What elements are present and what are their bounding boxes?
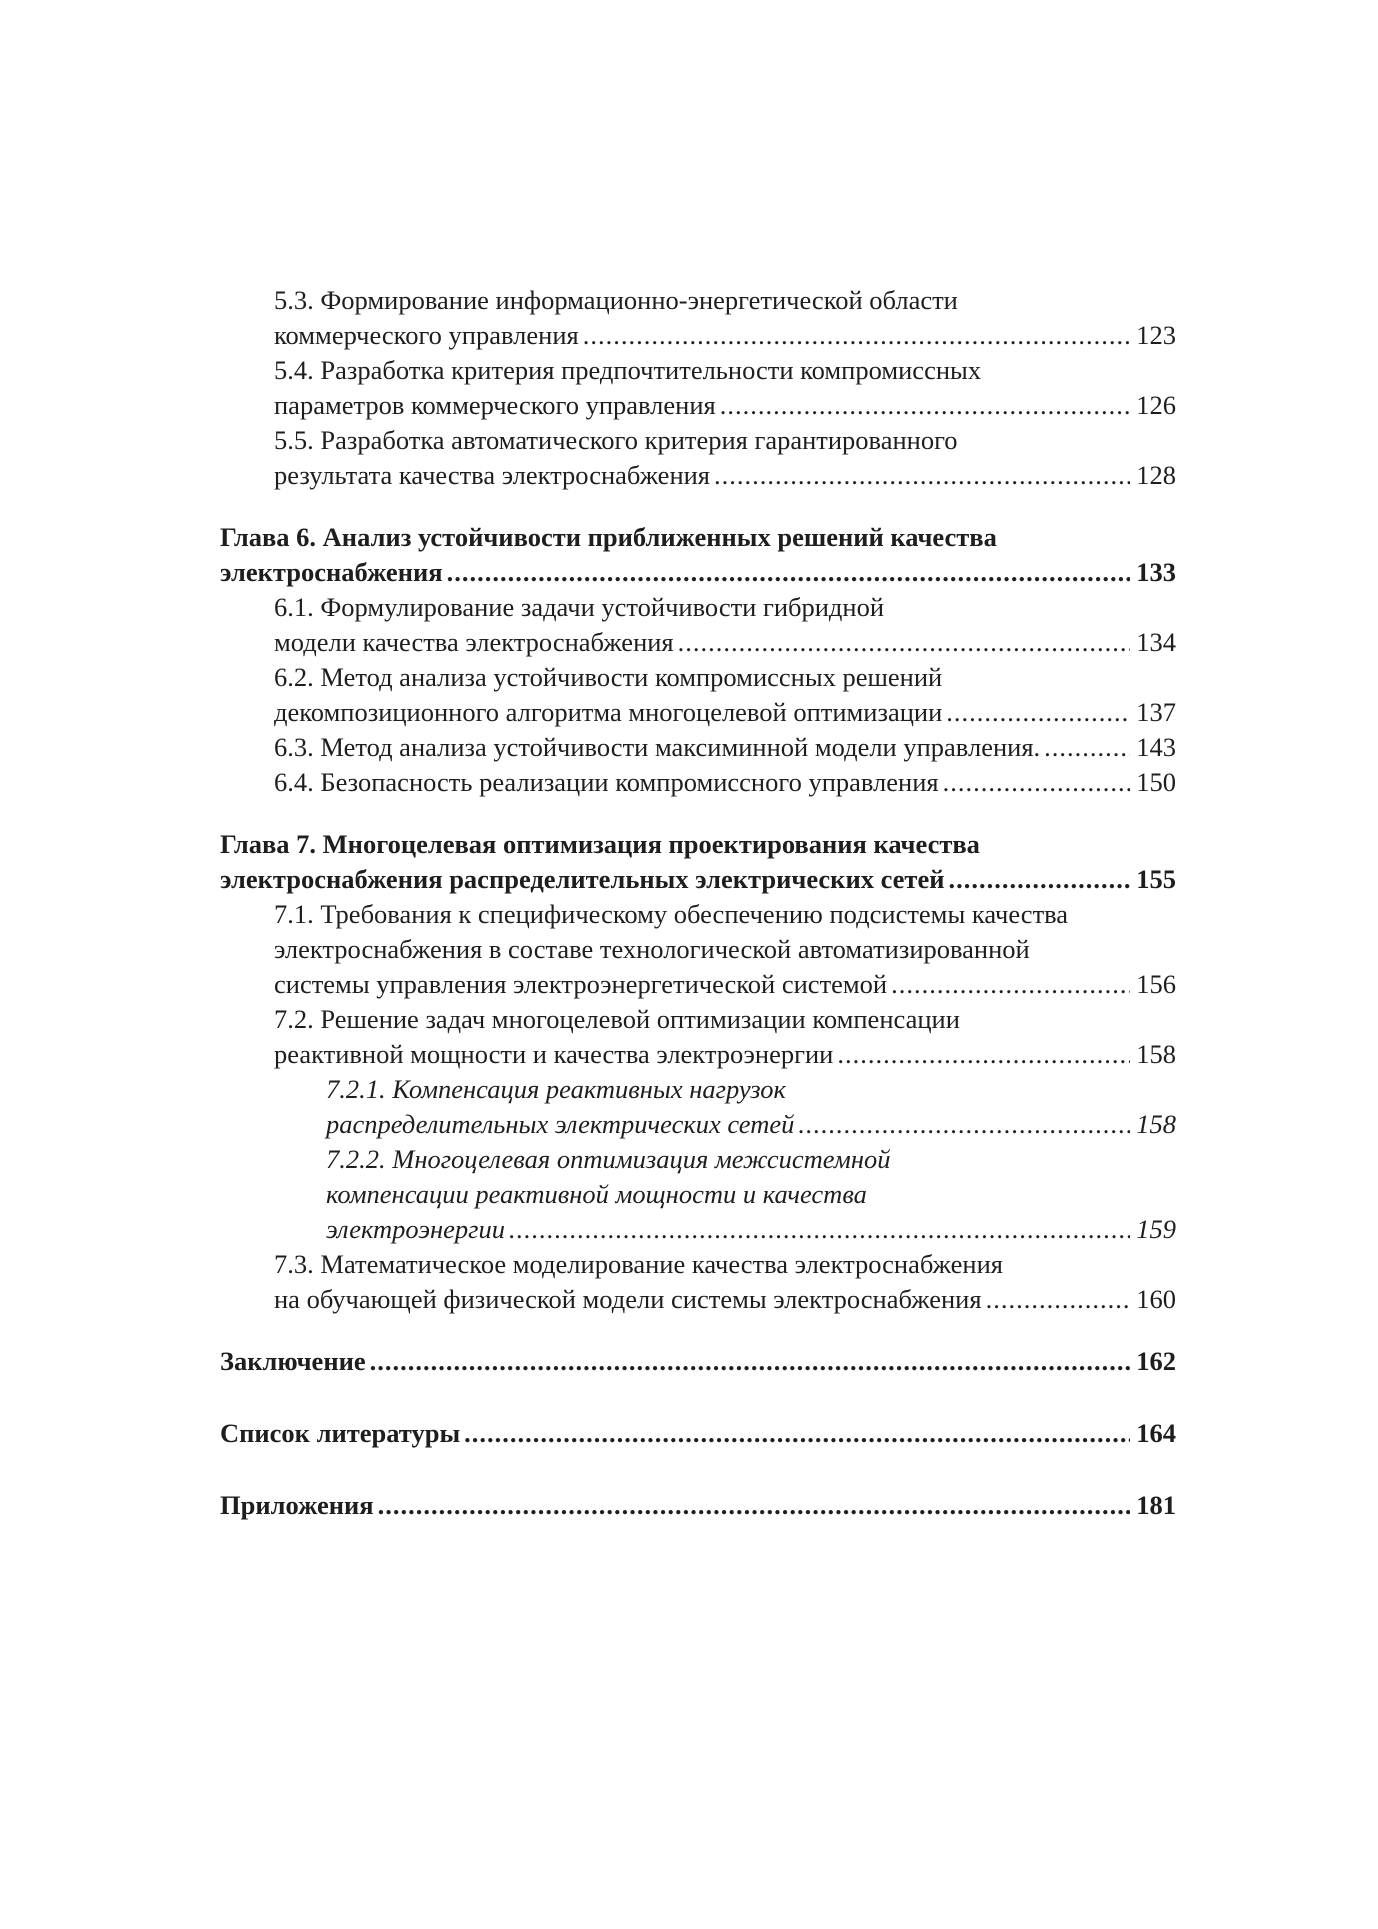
dot-leader <box>798 1107 1130 1142</box>
toc-entry-title-line: 5.4. Разработка критерия предпочтительности компромиссных <box>274 355 982 385</box>
toc-chapter-entry <box>220 1416 1176 1451</box>
dot-leader <box>678 625 1131 660</box>
toc-page-number: 160 <box>1136 1284 1176 1314</box>
toc-entry-title-line: электроснабжения <box>220 557 443 587</box>
dot-leader <box>948 862 1130 897</box>
toc-entry-title-line: параметров коммерческого управления <box>274 390 716 420</box>
toc-section-entry <box>220 423 1176 493</box>
toc-entry-title-line: 6.1. Формулирование задачи устойчивости гибридной <box>274 592 885 622</box>
toc-entry-title-line: модели качества электроснабжения <box>274 627 674 657</box>
toc-entry-title-line: электроэнергии <box>326 1214 506 1244</box>
toc-section-entry <box>220 353 1176 423</box>
toc-entry-last-line <box>220 555 1176 590</box>
toc-page-number: 156 <box>1136 969 1176 999</box>
toc-entry-last-line <box>220 1416 1176 1451</box>
toc-entry-last-line <box>274 1282 1176 1317</box>
toc-page-number: 137 <box>1136 697 1176 727</box>
toc-page-number: 126 <box>1136 390 1176 420</box>
toc-page-number: 162 <box>1136 1346 1176 1376</box>
dot-leader <box>378 1488 1131 1523</box>
toc-entry-title-line: декомпозиционного алгоритма многоцелевой оптимизации <box>274 697 943 727</box>
toc-entry-last-line <box>274 967 1176 1002</box>
toc-section-entry <box>220 660 1176 730</box>
toc-subsection-entry <box>220 1072 1176 1142</box>
toc-section-entry <box>220 283 1176 353</box>
table-of-contents <box>220 283 1176 1523</box>
toc-entry-title-line: 5.3. Формирование информационно-энергетической области <box>274 285 958 315</box>
dot-leader <box>370 1344 1131 1379</box>
toc-chapter-entry <box>220 520 1176 590</box>
toc-entry-title-line: компенсации реактивной мощности и качества <box>326 1179 867 1209</box>
toc-entry-title-line: системы управления электроэнергетической системой <box>274 969 888 999</box>
dot-leader <box>1044 730 1130 765</box>
dot-leader <box>714 458 1130 493</box>
toc-entry-title-line: электроснабжения в составе технологической автоматизированной <box>274 934 1030 964</box>
toc-entry-last-line <box>274 318 1176 353</box>
toc-page-number: 164 <box>1136 1418 1176 1448</box>
toc-entry-title-line: реактивной мощности и качества электроэнергии <box>274 1039 834 1069</box>
toc-entry-title-line: Приложения <box>220 1490 374 1520</box>
dot-leader <box>837 1037 1130 1072</box>
dot-leader <box>720 388 1131 423</box>
toc-subsection-entry <box>220 1142 1176 1247</box>
toc-entry-title-line: 7.2.1. Компенсация реактивных нагрузок <box>326 1074 786 1104</box>
dot-leader <box>464 1416 1130 1451</box>
toc-entry-last-line <box>274 1037 1176 1072</box>
dot-leader <box>447 555 1131 590</box>
toc-entry-title-line: коммерческого управления <box>274 320 579 350</box>
toc-page-number: 158 <box>1136 1039 1176 1069</box>
dot-leader <box>891 967 1130 1002</box>
dot-leader <box>583 318 1131 353</box>
toc-section-entry <box>220 1002 1176 1072</box>
toc-entry-title-line: результата качества электроснабжения <box>274 460 710 490</box>
dot-leader <box>986 1282 1131 1317</box>
toc-entry-title-line: 5.5. Разработка автоматического критерия гарантированного <box>274 425 958 455</box>
toc-chapter-entry <box>220 1344 1176 1379</box>
toc-page-number: 155 <box>1136 864 1176 894</box>
toc-entry-title-line: 6.3. Метод анализа устойчивости максиминной модели управления. <box>274 732 1041 762</box>
toc-entry-title-line: Глава 7. Многоцелевая оптимизация проектирования качества <box>220 829 980 859</box>
toc-page-number: 128 <box>1136 460 1176 490</box>
toc-page-number: 150 <box>1136 767 1176 797</box>
toc-entry-last-line <box>274 458 1176 493</box>
toc-section-entry <box>220 1247 1176 1317</box>
toc-entry-last-line <box>326 1212 1176 1247</box>
toc-entry-title-line: 7.2. Решение задач многоцелевой оптимизации компенсации <box>274 1004 960 1034</box>
toc-entry-title-line: 7.2.2. Многоцелевая оптимизация межсистемной <box>326 1144 891 1174</box>
toc-entry-title-line: Заключение <box>220 1346 366 1376</box>
toc-entry-title-line: Глава 6. Анализ устойчивости приближенных решений качества <box>220 522 997 552</box>
toc-entry-last-line <box>220 1488 1176 1523</box>
toc-entry-last-line <box>274 388 1176 423</box>
toc-entry-last-line <box>274 625 1176 660</box>
toc-page-number: 134 <box>1136 627 1176 657</box>
toc-entry-title-line: 7.1. Требования к специфическому обеспечению подсистемы качества <box>274 899 1069 929</box>
toc-entry-last-line <box>274 730 1176 765</box>
toc-entry-title-line: электроснабжения распределительных электрических сетей <box>220 864 945 894</box>
dot-leader <box>946 695 1130 730</box>
toc-entry-last-line <box>326 1107 1176 1142</box>
toc-section-entry <box>220 765 1176 800</box>
toc-section-entry <box>220 730 1176 765</box>
toc-section-entry <box>220 590 1176 660</box>
toc-entry-title-line: на обучающей физической модели системы электроснабжения <box>274 1284 982 1314</box>
toc-page-number: 143 <box>1136 732 1176 762</box>
toc-entry-last-line <box>274 695 1176 730</box>
dot-leader <box>943 765 1131 800</box>
toc-entry-title-line: Список литературы <box>220 1418 461 1448</box>
toc-entry-last-line <box>274 765 1176 800</box>
toc-section-entry <box>220 897 1176 1002</box>
toc-page-number: 123 <box>1136 320 1176 350</box>
dot-leader <box>509 1212 1130 1247</box>
toc-entry-last-line <box>220 862 1176 897</box>
toc-entry-title-line: 6.2. Метод анализа устойчивости компромиссных решений <box>274 662 943 692</box>
toc-page-number: 158 <box>1136 1109 1176 1139</box>
toc-chapter-entry <box>220 1488 1176 1523</box>
toc-page-number: 159 <box>1136 1214 1176 1244</box>
toc-entry-title-line: 7.3. Математическое моделирование качества электроснабжения <box>274 1249 1003 1279</box>
toc-entry-title-line: распределительных электрических сетей <box>326 1109 795 1139</box>
toc-entry-title-line: 6.4. Безопасность реализации компромиссного управления <box>274 767 939 797</box>
toc-chapter-entry <box>220 827 1176 897</box>
toc-entry-last-line <box>220 1344 1176 1379</box>
toc-page-number: 181 <box>1136 1490 1176 1520</box>
toc-page-number: 133 <box>1136 557 1176 587</box>
